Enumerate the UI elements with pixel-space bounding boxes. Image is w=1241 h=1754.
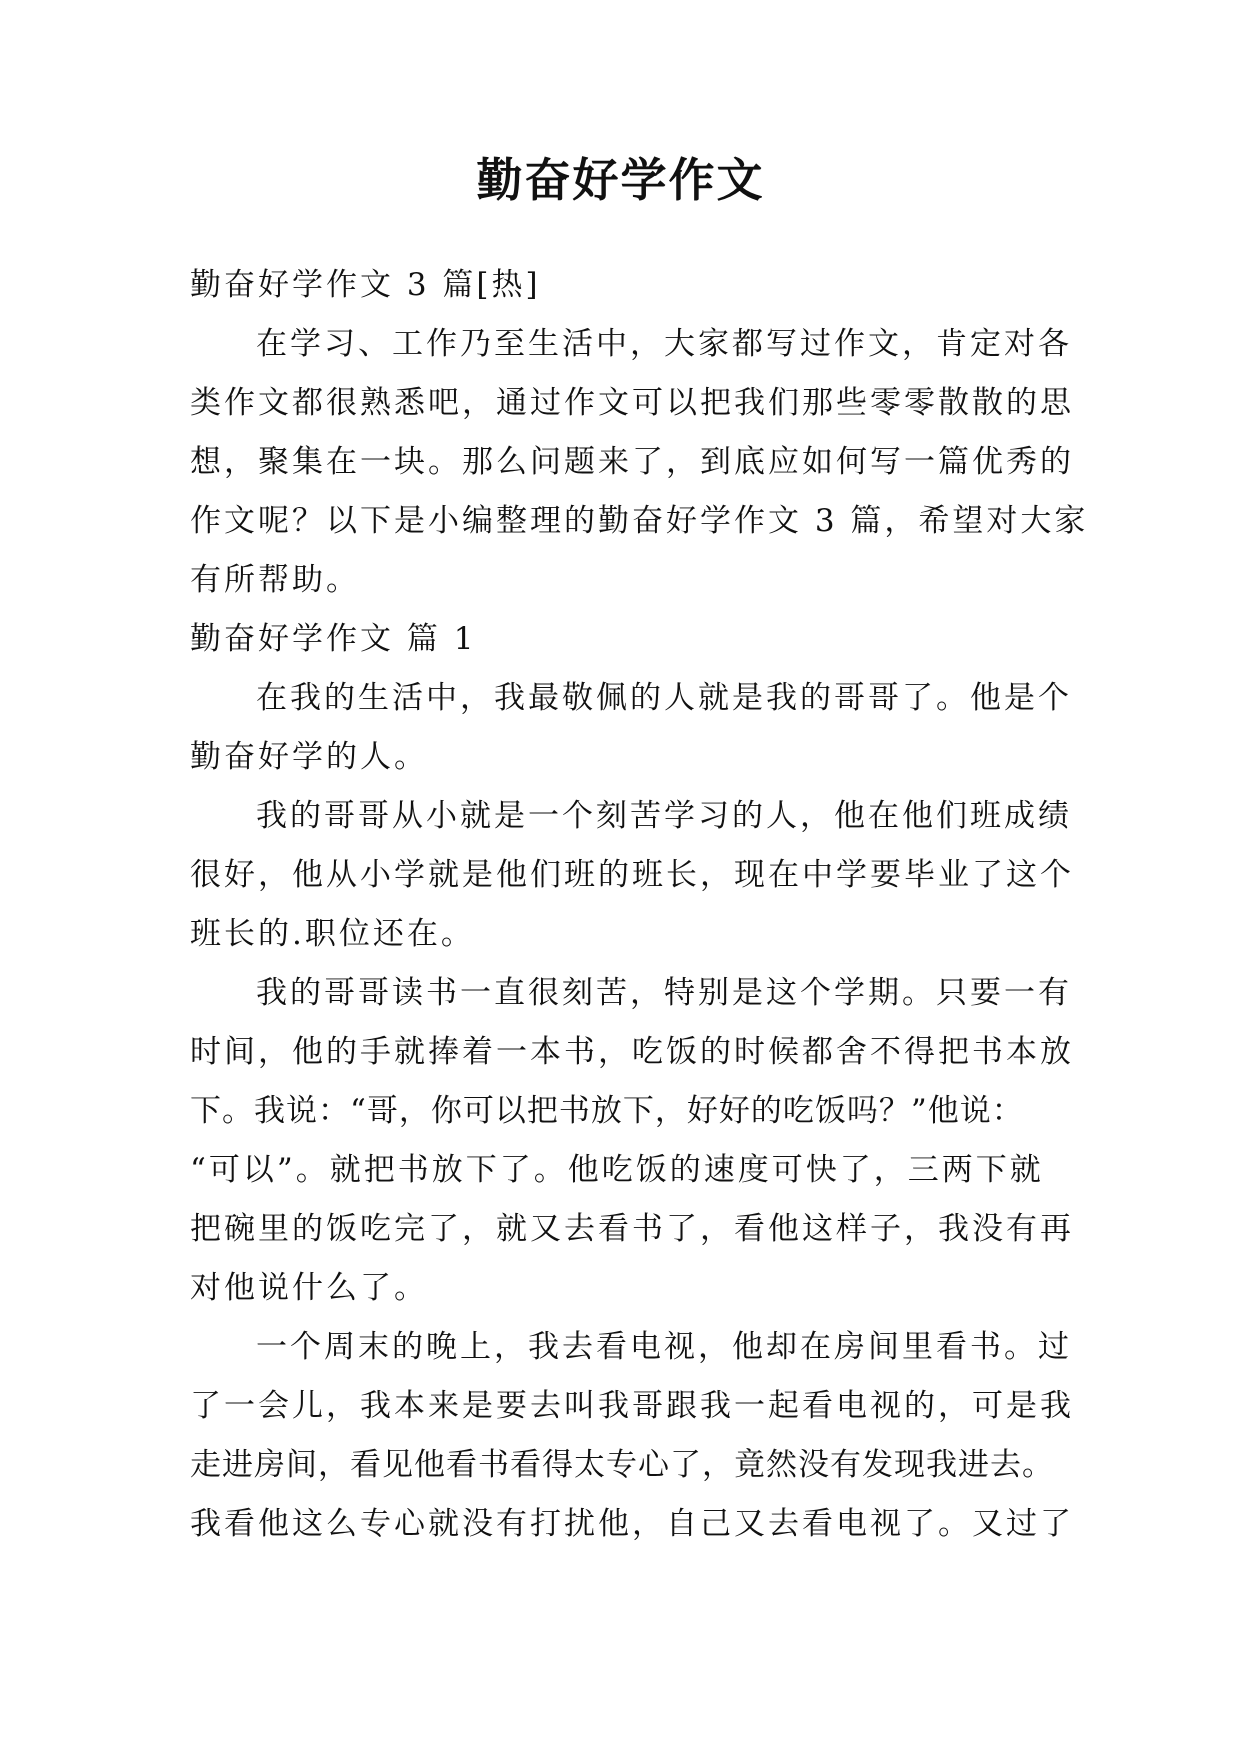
paragraph-line: 想，聚集在一块。那么问题来了，到底应如何写一篇优秀的 — [190, 444, 1074, 480]
paragraph-line: 把碗里的饭吃完了，就又去看书了，看他这样子，我没有再 — [190, 1211, 1074, 1247]
paragraph-line: 有所帮助。 — [190, 562, 360, 598]
paragraph-line: 我的哥哥从小就是一个刻苦学习的人，他在他们班成绩 — [256, 798, 1072, 834]
paragraph-line: 走进房间，看见他看书看得太专心了，竟然没有发现我进去。 — [190, 1447, 1054, 1483]
document-body — [190, 256, 1089, 1554]
section-heading: 勤奋好学作文 篇 1 — [190, 621, 477, 657]
paragraph-line: 类作文都很熟悉吧，通过作文可以把我们那些零零散散的思 — [190, 385, 1074, 421]
paragraph-line: 我的哥哥读书一直很刻苦，特别是这个学期。只要一有 — [256, 975, 1072, 1011]
document-title: 勤奋好学作文 — [476, 153, 765, 207]
paragraph-line: 了一会儿，我本来是要去叫我哥跟我一起看电视的，可是我 — [190, 1388, 1074, 1424]
paragraph-line: 一个周末的晚上，我去看电视，他却在房间里看书。过 — [256, 1329, 1072, 1365]
paragraph-line: 对他说什么了。 — [190, 1270, 428, 1306]
paragraph-line: 班长的.职位还在。 — [190, 916, 475, 952]
paragraph-line: 我看他这么专心就没有打扰他，自己又去看电视了。又过了 — [190, 1506, 1074, 1542]
paragraph-line: 时间，他的手就捧着一本书，吃饭的时候都舍不得把书本放 — [190, 1034, 1074, 1070]
paragraph-line: 勤奋好学的人。 — [190, 739, 428, 775]
paragraph-line: “可以”。就把书放下了。他吃饭的速度可快了，三两下就 — [190, 1152, 1044, 1188]
paragraph-line: 作文呢？以下是小编整理的勤奋好学作文 3 篇，希望对大家 — [190, 503, 1089, 539]
paragraph-line: 在我的生活中，我最敬佩的人就是我的哥哥了。他是个 — [256, 680, 1072, 716]
paragraph-line: 很好，他从小学就是他们班的班长，现在中学要毕业了这个 — [190, 857, 1074, 893]
paragraph-line: 在学习、工作乃至生活中，大家都写过作文，肯定对各 — [256, 326, 1072, 362]
paragraph-line: 下。我说：“哥，你可以把书放下，好好的吃饭吗？”他说： — [190, 1093, 1024, 1129]
subtitle-line: 勤奋好学作文 3 篇[热] — [190, 267, 541, 303]
